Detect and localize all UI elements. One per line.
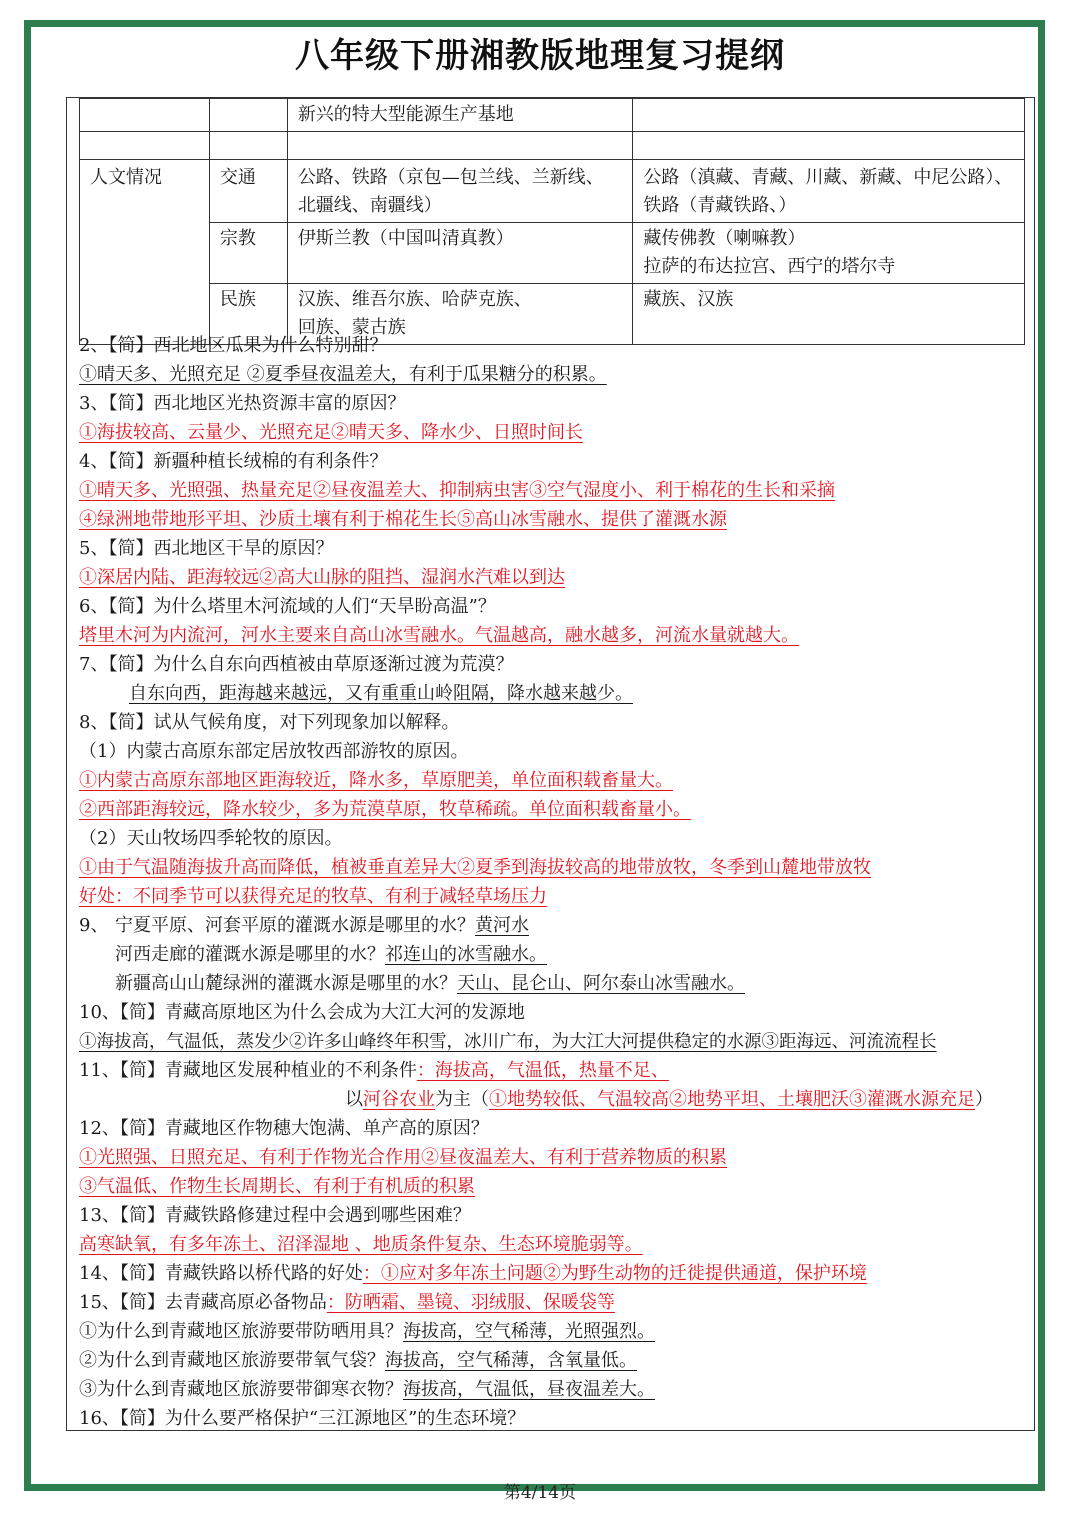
sub-question: ①为什么到青藏地区旅游要带防晒用具？海拔高，空气稀薄，光照强烈。 — [79, 1321, 655, 1342]
table-category: 民族 — [209, 284, 287, 345]
sub-question: （2）天山牧场四季轮牧的原因。 — [79, 828, 343, 849]
answer: ①由于气温随海拔升高而降低，植被垂直差异大②夏季到海拔较高的地带放牧，冬季到山麓地带放牧 — [79, 857, 871, 878]
table-category: 交通 — [209, 160, 287, 223]
table-row — [80, 99, 1025, 132]
question: 12、【简】青藏地区作物穗大饱满、单产高的原因？ — [79, 1118, 489, 1139]
table-cell: 伊斯兰教（中国叫清真教） — [287, 223, 633, 284]
table-cell: 公路（滇藏、青藏、川藏、新藏、中尼公路）、 铁路（青藏铁路、） — [633, 160, 1025, 223]
table-category: 宗教 — [209, 223, 287, 284]
question: 15、【简】去青藏高原必备物品：防晒霜、墨镜、羽绒服、保暖袋等 — [79, 1292, 615, 1313]
question: 新疆高山山麓绿洲的灌溉水源是哪里的水？天山、昆仑山、阿尔泰山冰雪融水。 — [115, 973, 745, 994]
answer: ①光照强、日照充足、有利于作物光合作用②昼夜温差大、有利于营养物质的积累 — [79, 1147, 727, 1168]
table-cell — [633, 99, 1025, 132]
question: 11、【简】青藏地区发展种植业的不利条件：海拔高，气温低，热量不足、 — [79, 1060, 669, 1081]
answer: ①海拔较高、云量少、光照充足②晴天多、降水少、日照时间长 — [79, 422, 583, 443]
question: 河西走廊的灌溉水源是哪里的水？祁连山的冰雪融水。 — [115, 944, 547, 965]
answer: ①晴天多、光照强、热量充足②昼夜温差大、抑制病虫害③空气湿度小、利于棉花的生长和采摘 — [79, 480, 835, 501]
question: 2、【简】西北地区瓜果为什么特别甜？ — [79, 335, 388, 356]
table-cell: 藏传佛教（喇嘛教） 拉萨的布达拉宫、西宁的塔尔寺 — [633, 223, 1025, 284]
sub-question: ③为什么到青藏地区旅游要带御寒衣物？海拔高，气温低，昼夜温差大。 — [79, 1379, 655, 1400]
content-box — [66, 97, 1035, 1431]
question: 16、【简】为什么要严格保护“三江源地区”的生态环境？ — [79, 1408, 526, 1429]
table-cell: 新兴的特大型能源生产基地 — [287, 99, 633, 132]
comparison-table — [79, 98, 1025, 345]
question: 13、【简】青藏铁路修建过程中会遇到哪些困难？ — [79, 1205, 471, 1226]
answer: 塔里木河为内流河，河水主要来自高山冰雪融水。气温越高，融水越多，河流水量就越大。 — [79, 625, 799, 646]
answer: ④绿洲地带地形平坦、沙质土壤有利于棉花生长⑤高山冰雪融水、提供了灌溉水源 — [79, 509, 727, 530]
answer: ②西部距海较远，降水较少，多为荒漠草原，牧草稀疏。单位面积载畜量小。 — [79, 799, 691, 820]
answer: ①内蒙古高原东部地区距海较近，降水多，草原肥美，单位面积载畜量大。 — [79, 770, 673, 791]
table-row — [80, 223, 1025, 284]
table-row — [80, 160, 1025, 223]
question: 9、 宁夏平原、河套平原的灌溉水源是哪里的水？黄河水 — [79, 915, 529, 936]
table-row — [80, 132, 1025, 160]
table-cell: 藏族、汉族 — [633, 284, 1025, 345]
answer: ①晴天多、光照充足 ②夏季昼夜温差大，有利于瓜果糖分的积累。 — [79, 364, 607, 385]
question: 8、【简】试从气候角度，对下列现象加以解释。 — [79, 712, 460, 733]
question: 7、【简】为什么自东向西植被由草原逐渐过渡为荒漠？ — [79, 654, 514, 675]
question: 14、【简】青藏铁路以桥代路的好处：①应对多年冻土问题②为野生动物的迁徙提供通道，保护环境 — [79, 1263, 867, 1284]
question-list — [79, 331, 1029, 1433]
answer: ①深居内陆、距海较远②高大山脉的阻挡、湿润水汽难以到达 — [79, 567, 565, 588]
question: 3、【简】西北地区光热资源丰富的原因？ — [79, 393, 406, 414]
sub-question: ②为什么到青藏地区旅游要带氧气袋？海拔高，空气稀薄，含氧量低。 — [79, 1350, 637, 1371]
answer: 好处：不同季节可以获得充足的牧草、有利于减轻草场压力 — [79, 886, 547, 907]
question: 10、【简】青藏高原地区为什么会成为大江大河的发源地 — [79, 1002, 525, 1023]
question: 4、【简】新疆种植长绒棉的有利条件？ — [79, 451, 388, 472]
answer: 自东向西，距海越来越远，又有重重山岭阻隔，降水越来越少。 — [129, 683, 633, 704]
table-group-label: 人文情况 — [80, 160, 210, 345]
sub-question: （1）内蒙古高原东部定居放牧西部游牧的原因。 — [79, 741, 469, 762]
answer: 高寒缺氧，有多年冻土、沼泽湿地 、地质条件复杂、生态环境脆弱等。 — [79, 1234, 643, 1255]
page-title: 八年级下册湘教版地理复习提纲 — [295, 36, 785, 76]
answer: ①海拔高，气温低，蒸发少②许多山峰终年积雪，冰川广布，为大江大河提供稳定的水源③距海远、河流流程长 — [79, 1032, 937, 1052]
table-cell: 汉族、维吾尔族、哈萨克族、 回族、蒙古族 — [287, 284, 633, 345]
question: 5、【简】西北地区干旱的原因？ — [79, 538, 334, 559]
table-cell: 公路、铁路（京包—包兰线、兰新线、 北疆线、南疆线） — [287, 160, 633, 223]
answer: ③气温低、作物生长周期长、有利于有机质的积累 — [79, 1176, 475, 1197]
page-number: 第4/14页 — [503, 1483, 577, 1503]
answer: 以河谷农业为主（①地势较低、气温较高②地势平坦、土壤肥沃③灌溉水源充足） — [345, 1089, 993, 1110]
question: 6、【简】为什么塔里木河流域的人们“天旱盼高温”？ — [79, 596, 496, 617]
